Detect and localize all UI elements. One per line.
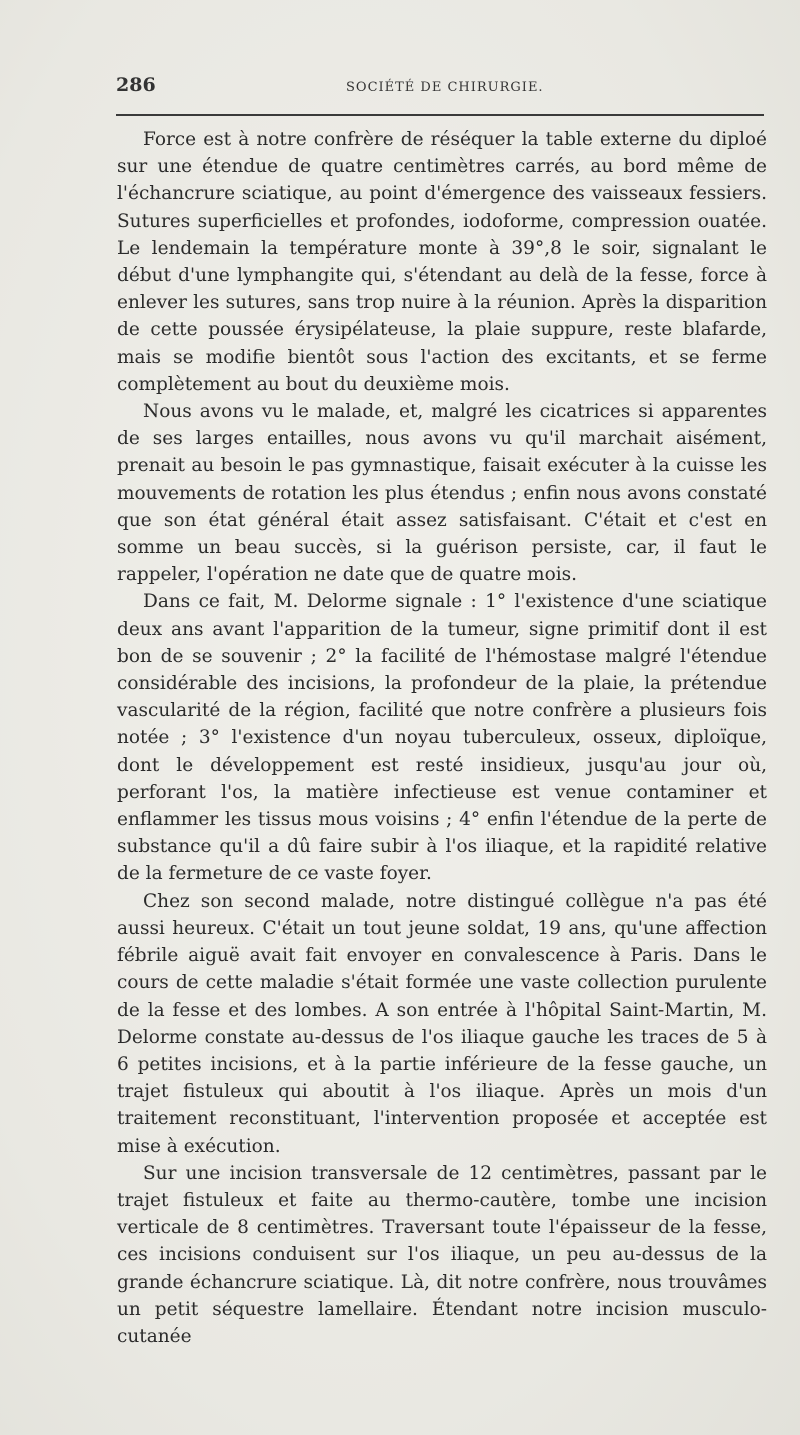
paragraph: Sur une incision transversale de 12 centimètres, passant par le trajet fistuleux et faite au thermo-cautère, tombe une incision verticale de 8 centimètres. Traversant toute l'épaisseur de la fesse, ces incisions conduisent sur l'os iliaque, un peu au-dessus de la grande échancrure sciatique. Là, dit notre confrère, nous trouvâmes un petit séquestre lamellaire. Étendant notre incision musculo-cutanée [117, 1162, 767, 1347]
header-rule [116, 114, 764, 116]
paragraph: Nous avons vu le malade, et, malgré les cicatrices si apparentes de ses larges entailles, nous avons vu qu'il marchait aisément, prenait au besoin le pas gymnastique, faisait exécuter à la cuisse les mouvements de rotation les plus étendus ; enfin nous avons constaté que son état général était assez satisfaisant. C'était et c'est en somme un beau succès, si la guérison persiste, car, il faut le rappeler, l'opération ne date que de quatre mois. [117, 401, 767, 586]
body-text [117, 126, 767, 1350]
running-title: SOCIÉTÉ DE CHIRURGIE. [346, 80, 544, 95]
page-number: 286 [116, 74, 156, 96]
page-header [116, 74, 756, 104]
paragraph: Chez son second malade, notre distingué collègue n'a pas été aussi heureux. C'était un tout jeune soldat, 19 ans, qu'une affection fébrile aiguë avait fait envoyer en convalescence à Paris. Dans le cours de cette maladie s'était formée une vaste collection purulente de la fesse et des lombes. A son entrée à l'hôpital Saint-Martin, M. Delorme constate au-dessus de l'os iliaque gauche les traces de 5 à 6 petites incisions, et à la partie inférieure de la fesse gauche, un trajet fistuleux qui aboutit à l'os iliaque. Après un mois d'un traitement reconstituant, l'intervention proposée et acceptée est mise à exécution. [117, 890, 767, 1157]
paragraph: Force est à notre confrère de réséquer la table externe du diploé sur une étendue de quatre centimètres carrés, au bord même de l'échancrure sciatique, au point d'émergence des vaisseaux fessiers. Sutures superficielles et profondes, iodoforme, compression ouatée. Le lendemain la température monte à 39°,8 le soir, signalant le début d'une lymphangite qui, s'étendant au delà de la fesse, force à enlever les sutures, sans trop nuire à la réunion. Après la disparition de cette poussée érysipélateuse, la plaie suppure, reste blafarde, mais se modifie bientôt sous l'action des excitants, et se ferme complètement au bout du deuxième mois. [117, 129, 767, 395]
paragraph: Dans ce fait, M. Delorme signale : 1° l'existence d'une sciatique deux ans avant l'apparition de la tumeur, signe primitif dont il est bon de se souvenir ; 2° la facilité de l'hémostase malgré l'étendue considérable des incisions, la profondeur de la plaie, la prétendue vascularité de la région, facilité que notre confrère a plusieurs fois notée ; 3° l'existence d'un noyau tuberculeux, osseux, diploïque, dont le développement est resté insidieux, jusqu'au jour où, perforant l'os, la matière infectieuse est venue contaminer et enflammer les tissus mous voisins ; 4° enfin l'étendue de la perte de substance qu'il a dû faire subir à l'os iliaque, et la rapidité relative de la fermeture de ce vaste foyer. [117, 591, 767, 885]
